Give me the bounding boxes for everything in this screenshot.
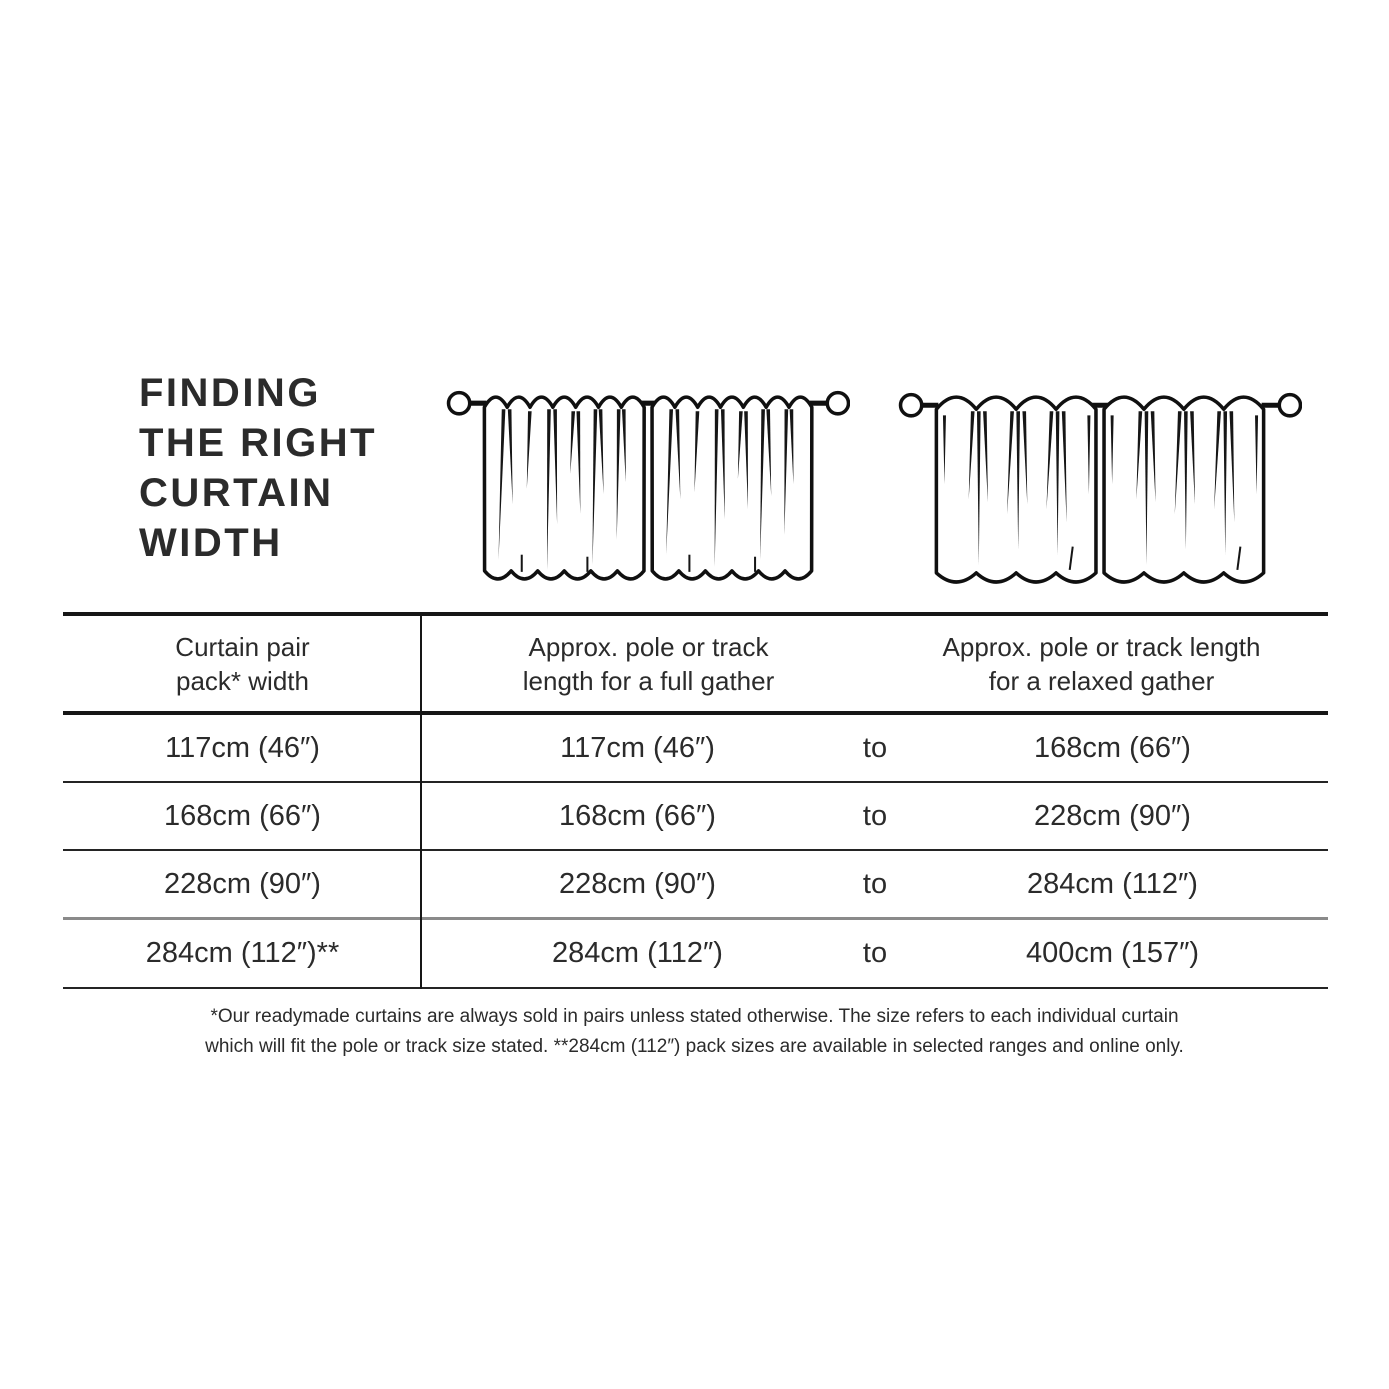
relaxed-gather-curtain-illustration [898,372,1302,596]
title-line: FINDING [139,371,321,415]
full-gather-value: 228cm (90″) [559,867,716,900]
table-row [63,851,1328,920]
table-row [63,715,1328,783]
title-line: CURTAIN [139,471,334,515]
page-title [139,368,377,568]
header-relaxed-gather: Approx. pole or track length for a relaxed gather [942,631,1261,696]
title-line: THE RIGHT [139,421,378,465]
full-gather-value: 284cm (112″) [552,937,723,969]
pack-width-value: 284cm (112″)** [145,937,340,969]
header-pack-width: Curtain pair pack* width [175,631,310,696]
full-gather-curtain-illustration [446,372,850,596]
footnote-line: *Our readymade curtains are always sold in pairs unless stated otherwise. The size refers to each individual curtain [210,1006,1179,1027]
relaxed-gather-value: 168cm (66″) [1034,731,1191,764]
relaxed-gather-value: 284cm (112″) [1027,867,1198,900]
column-divider [420,616,422,989]
range-connector: to [862,937,888,969]
range-connector: to [862,867,888,900]
pack-width-value: 228cm (90″) [164,867,321,900]
table-row [63,783,1328,851]
curtain-pair-relaxed-gather-icon [898,372,1302,596]
relaxed-gather-value: 228cm (90″) [1034,799,1191,832]
full-gather-value: 117cm (46″) [560,731,715,764]
relaxed-gather-value: 400cm (157″) [1025,937,1200,969]
range-connector: to [862,731,888,764]
full-gather-value: 168cm (66″) [559,799,716,832]
table-header-row [63,616,1328,715]
header-full-gather: Approx. pole or track length for a full gather [522,631,775,696]
footnote-line: which will fit the pole or track size stated. **284cm (112″) pack sizes are available in selected ranges and online only. [205,1036,1184,1057]
range-connector: to [862,799,888,832]
pack-width-value: 117cm (46″) [165,731,320,764]
pack-width-value: 168cm (66″) [164,799,321,832]
table-row [63,920,1328,989]
footnote [0,1002,1389,1062]
title-line: WIDTH [139,521,283,565]
curtain-size-table [63,612,1328,989]
curtain-pair-full-gather-icon [446,372,850,596]
